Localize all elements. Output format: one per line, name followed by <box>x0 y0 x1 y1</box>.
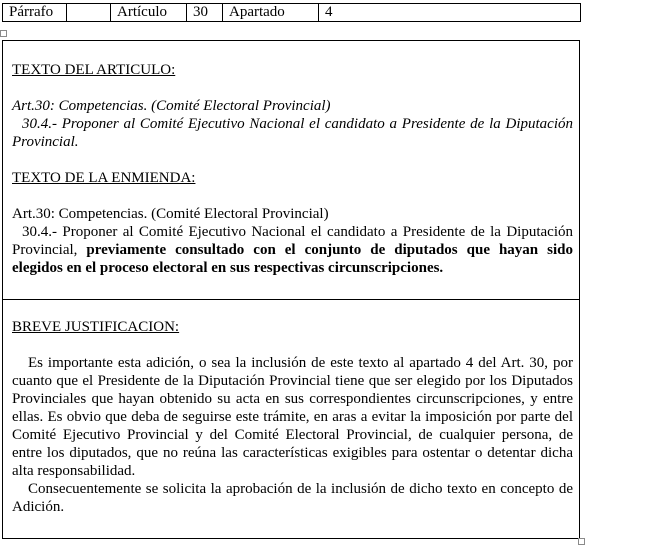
articulo-heading: TEXTO DEL ARTICULO: <box>12 62 176 78</box>
header-table <box>2 3 581 22</box>
apartado-label: Apartado <box>223 4 319 22</box>
justificacion-heading: BREVE JUSTIFICACION: <box>12 319 180 335</box>
articulo-label: Artículo <box>111 4 187 22</box>
header-row <box>3 4 581 22</box>
upper-section <box>12 61 573 277</box>
articulo-title: Art.30: Competencias. (Comité Electoral Provincial) <box>12 98 331 114</box>
enmienda-body <box>12 223 573 277</box>
amendment-box <box>2 40 580 539</box>
justificacion-paragraph-2: Consecuentemente se solicita la aprobación de la inclusión de dicho texto en concepto de Adición. <box>12 481 573 515</box>
enmienda-body-plain: 30.4.- Proponer al Comité Ejecutivo Nacional el candidato a Presidente de la Diputación Provincial, <box>12 224 573 258</box>
enmienda-title: Art.30: Competencias. (Comité Electoral Provincial) <box>12 206 329 222</box>
justificacion-paragraph-1: Es importante esta adición, o sea la inclusión de este texto al apartado 4 del Art. 30, por cuanto que el Presidente de la Diputación Provincial tiene que ser elegido por los Diputados Provinciales que hayan obtenido su acta en sus correspondientes circunscripciones, y entre ellas. Es obvio que deba de seguirse este trámite, en aras a evitar la imposición por parte del Comité Ejecutivo Provincial y del Comité Electoral Provincial, de cualquier persona, de entre los diputados, que no reúna las características exigibles para ostentar o detentar dicha alta responsabilidad. <box>12 355 573 479</box>
justification-section <box>12 318 573 516</box>
parrafo-value[interactable] <box>67 4 111 22</box>
table-resize-handle-bottom[interactable] <box>578 538 585 545</box>
articulo-value[interactable]: 30 <box>187 4 223 22</box>
enmienda-heading: TEXTO DE LA ENMIENDA: <box>12 170 196 186</box>
section-divider <box>3 299 579 300</box>
table-resize-handle[interactable] <box>0 30 7 37</box>
enmienda-body-bold: previamente consultado con el conjunto de diputados que hayan sido elegidos en el proceso electoral en sus respectivas circunscripciones. <box>12 242 573 276</box>
apartado-value[interactable]: 4 <box>319 4 581 22</box>
parrafo-label: Párrafo <box>3 4 67 22</box>
articulo-body: 30.4.- Proponer al Comité Ejecutivo Nacional el candidato a Presidente de la Diputación Provincial. <box>12 116 573 150</box>
